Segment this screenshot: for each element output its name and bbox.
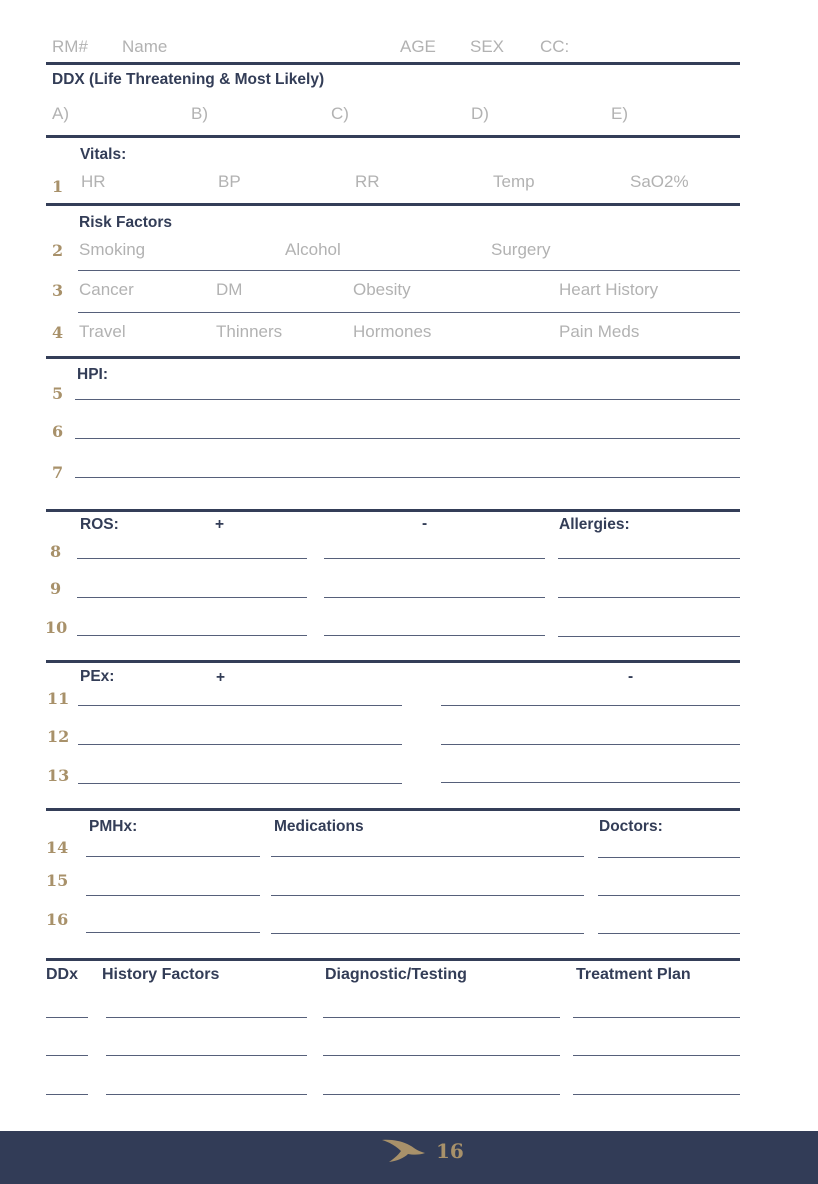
name-label: Name	[122, 37, 168, 56]
treatment-plan-line[interactable]	[573, 1017, 740, 1018]
risk-alcohol: Alcohol	[285, 240, 341, 259]
ros-minus-line[interactable]	[324, 597, 545, 598]
rm-label: RM#	[52, 37, 88, 56]
risk-heart-history: Heart History	[559, 280, 659, 299]
risk-dm: DM	[216, 280, 243, 299]
risk-surgery: Surgery	[491, 240, 551, 259]
bird-logo-icon	[380, 1136, 426, 1164]
risk-cancer: Cancer	[79, 280, 134, 299]
ros-plus-line[interactable]	[77, 597, 307, 598]
doctors-line[interactable]	[598, 895, 740, 896]
risk-factors-title: Risk Factors	[79, 214, 173, 231]
row-number: 1	[52, 177, 64, 196]
pex-minus-line[interactable]	[441, 782, 740, 783]
pex-minus: -	[628, 668, 634, 685]
hpi-line[interactable]	[75, 477, 740, 478]
medications-title: Medications	[274, 818, 364, 835]
divider	[46, 958, 740, 961]
row-number: 4	[52, 323, 64, 342]
vital-bp: BP	[218, 172, 241, 191]
history-factors-line[interactable]	[106, 1055, 307, 1056]
medications-line[interactable]	[271, 933, 584, 934]
diagnostic-testing-line[interactable]	[323, 1094, 560, 1095]
pex-plus-line[interactable]	[78, 744, 402, 745]
page-number: 16	[436, 1139, 464, 1163]
allergies-line[interactable]	[558, 597, 740, 598]
pmhx-line[interactable]	[86, 895, 260, 896]
diagnostic-testing-line[interactable]	[323, 1055, 560, 1056]
risk-pain-meds: Pain Meds	[559, 322, 640, 341]
row-number: 3	[52, 281, 64, 300]
vital-temp: Temp	[493, 172, 535, 191]
hpi-line[interactable]	[75, 438, 740, 439]
ddx-option-a: A)	[52, 104, 69, 123]
ros-plus-line[interactable]	[77, 635, 307, 636]
ddx-line[interactable]	[46, 1094, 88, 1095]
pex-title: PEx:	[80, 668, 115, 685]
treatment-plan-line[interactable]	[573, 1094, 740, 1095]
vitals-title: Vitals:	[80, 146, 127, 163]
pex-plus: +	[216, 669, 226, 686]
risk-smoking: Smoking	[79, 240, 146, 259]
row-number: 9	[50, 579, 62, 598]
sex-label: SEX	[470, 37, 505, 56]
history-factors-header: History Factors	[102, 966, 220, 983]
ros-title: ROS:	[80, 516, 119, 533]
divider	[46, 660, 740, 663]
hpi-line[interactable]	[75, 399, 740, 400]
row-number: 10	[45, 618, 68, 637]
row-number: 7	[52, 463, 64, 482]
pex-minus-line[interactable]	[441, 744, 740, 745]
ros-plus-line[interactable]	[77, 558, 307, 559]
divider	[78, 270, 740, 271]
row-number: 2	[52, 241, 64, 260]
allergies-title: Allergies:	[559, 516, 630, 533]
risk-travel: Travel	[79, 322, 126, 341]
vital-rr: RR	[355, 172, 380, 191]
ddx-option-d: D)	[471, 104, 489, 123]
ddx-line[interactable]	[46, 1017, 88, 1018]
ddx-title: DDX (Life Threatening & Most Likely)	[52, 71, 325, 88]
risk-obesity: Obesity	[353, 280, 411, 299]
divider	[46, 135, 740, 138]
treatment-plan-header: Treatment Plan	[576, 966, 691, 983]
ddx-line[interactable]	[46, 1055, 88, 1056]
row-number: 14	[46, 838, 69, 857]
risk-hormones: Hormones	[353, 322, 432, 341]
ros-minus: -	[422, 515, 428, 532]
divider	[46, 509, 740, 512]
divider	[46, 356, 740, 359]
hpi-title: HPI:	[77, 366, 108, 383]
divider	[78, 312, 740, 313]
cc-label: CC:	[540, 37, 570, 56]
pmhx-title: PMHx:	[89, 818, 138, 835]
row-number: 13	[47, 766, 70, 785]
doctors-line[interactable]	[598, 933, 740, 934]
vital-hr: HR	[81, 172, 106, 191]
row-number: 12	[47, 727, 70, 746]
row-number: 11	[47, 689, 70, 708]
row-number: 16	[46, 910, 69, 929]
age-label: AGE	[400, 37, 436, 56]
ddx-option-e: E)	[611, 104, 628, 123]
ros-minus-line[interactable]	[324, 558, 545, 559]
row-number: 6	[52, 422, 64, 441]
doctors-line[interactable]	[598, 857, 740, 858]
history-factors-line[interactable]	[106, 1017, 307, 1018]
risk-thinners: Thinners	[216, 322, 283, 341]
pmhx-line[interactable]	[86, 932, 260, 933]
ros-plus: +	[215, 516, 225, 533]
ddx-option-c: C)	[331, 104, 349, 123]
diagnostic-testing-line[interactable]	[323, 1017, 560, 1018]
vital-sao2: SaO2%	[630, 172, 689, 191]
treatment-plan-line[interactable]	[573, 1055, 740, 1056]
ddx-option-b: B)	[191, 104, 208, 123]
pmhx-line[interactable]	[86, 856, 260, 857]
divider	[46, 808, 740, 811]
row-number: 8	[50, 542, 62, 561]
allergies-line[interactable]	[558, 558, 740, 559]
ros-minus-line[interactable]	[324, 635, 545, 636]
doctors-title: Doctors:	[599, 818, 663, 835]
diagnostic-testing-header: Diagnostic/Testing	[325, 966, 467, 983]
medications-line[interactable]	[271, 856, 584, 857]
history-factors-line[interactable]	[106, 1094, 307, 1095]
row-number: 15	[46, 871, 69, 890]
divider	[46, 62, 740, 65]
pex-plus-line[interactable]	[78, 705, 402, 706]
row-number: 5	[52, 384, 64, 403]
pex-minus-line[interactable]	[441, 705, 740, 706]
pex-plus-line[interactable]	[78, 783, 402, 784]
divider	[46, 203, 740, 206]
medications-line[interactable]	[271, 895, 584, 896]
allergies-line[interactable]	[558, 636, 740, 637]
ddx-column-header: DDx	[46, 966, 79, 983]
